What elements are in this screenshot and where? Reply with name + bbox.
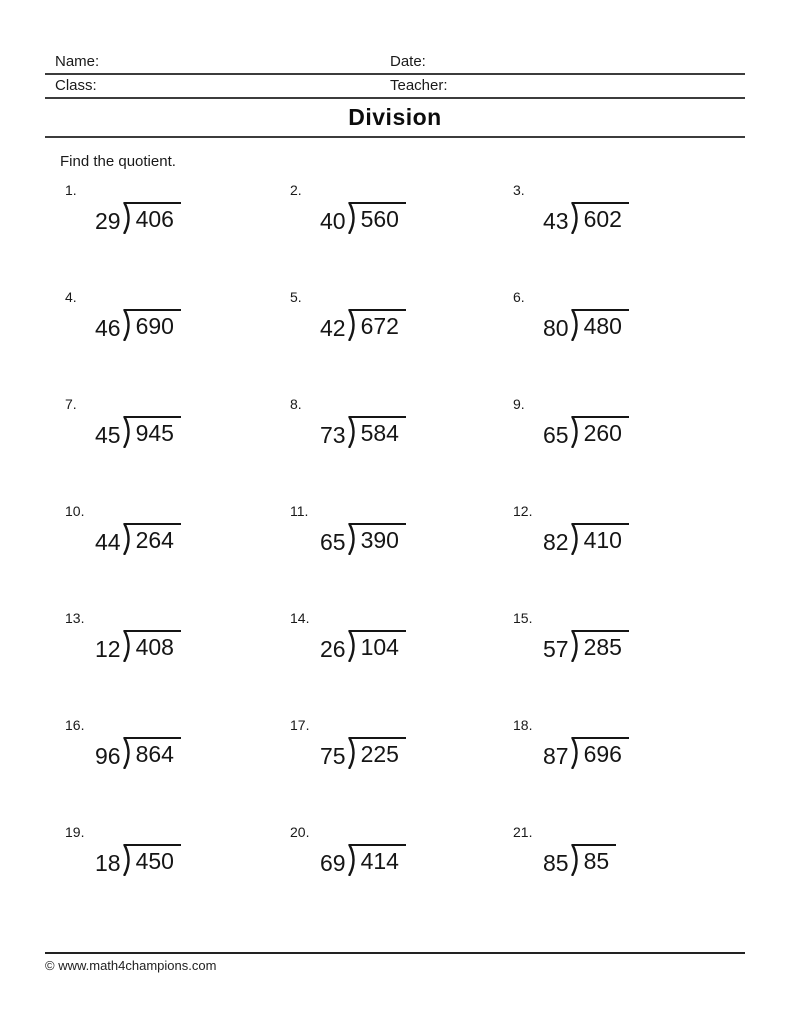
long-division-problem <box>543 416 629 448</box>
dividend: 480 <box>572 309 629 341</box>
divisor: 96 <box>95 743 121 769</box>
dividend: 945 <box>124 416 181 448</box>
divisor: 85 <box>543 850 569 876</box>
problem-number: 15. <box>513 610 533 626</box>
problems-grid <box>45 176 745 925</box>
long-division-problem <box>543 309 629 341</box>
problem-cell <box>45 283 270 390</box>
divisor: 12 <box>95 636 121 662</box>
dividend: 584 <box>349 416 406 448</box>
divisor: 65 <box>543 422 569 448</box>
problem-cell <box>270 711 493 818</box>
long-division-problem <box>320 630 406 662</box>
division-bracket-icon <box>122 844 133 876</box>
problem-cell <box>270 390 493 497</box>
long-division-problem <box>95 416 181 448</box>
long-division-problem <box>95 523 181 555</box>
division-bracket-icon <box>122 630 133 662</box>
dividend: 406 <box>124 202 181 234</box>
problem-cell <box>493 497 745 604</box>
dividend: 260 <box>572 416 629 448</box>
problem-cell <box>45 176 270 283</box>
problem-cell <box>270 176 493 283</box>
division-bracket-icon <box>122 309 133 341</box>
division-bracket-icon <box>570 844 581 876</box>
division-bracket-icon <box>122 737 133 769</box>
title-divider <box>45 136 745 138</box>
division-bracket-icon <box>570 202 581 234</box>
long-division-problem <box>543 844 616 876</box>
page-title: Division <box>348 104 442 130</box>
long-division-problem <box>95 737 181 769</box>
division-bracket-icon <box>570 416 581 448</box>
problem-number: 2. <box>290 182 302 198</box>
problem-number: 1. <box>65 182 77 198</box>
problem-number: 4. <box>65 289 77 305</box>
problem-number: 10. <box>65 503 85 519</box>
footer-divider <box>45 952 745 954</box>
instruction-text: Find the quotient. <box>60 153 176 170</box>
problem-cell <box>270 818 493 925</box>
long-division-problem <box>95 630 181 662</box>
problem-cell <box>493 390 745 497</box>
long-division-problem <box>320 309 406 341</box>
dividend: 410 <box>572 523 629 555</box>
division-bracket-icon <box>570 523 581 555</box>
dividend: 390 <box>349 523 406 555</box>
dividend: 450 <box>124 844 181 876</box>
problem-number: 21. <box>513 824 533 840</box>
problem-number: 8. <box>290 396 302 412</box>
division-bracket-icon <box>347 737 358 769</box>
division-bracket-icon <box>347 202 358 234</box>
problem-number: 18. <box>513 717 533 733</box>
problem-cell <box>270 497 493 604</box>
divisor: 75 <box>320 743 346 769</box>
long-division-problem <box>543 737 629 769</box>
problem-number: 13. <box>65 610 85 626</box>
teacher-label: Teacher: <box>390 77 448 94</box>
long-division-problem <box>320 737 406 769</box>
problem-number: 16. <box>65 717 85 733</box>
long-division-problem <box>320 202 406 234</box>
problem-cell <box>270 283 493 390</box>
division-bracket-icon <box>347 416 358 448</box>
long-division-problem <box>95 844 181 876</box>
division-bracket-icon <box>570 309 581 341</box>
divisor: 44 <box>95 529 121 555</box>
dividend: 414 <box>349 844 406 876</box>
problem-number: 7. <box>65 396 77 412</box>
problem-number: 11. <box>290 503 309 519</box>
problem-number: 3. <box>513 182 525 198</box>
problem-number: 6. <box>513 289 525 305</box>
problem-number: 19. <box>65 824 85 840</box>
divisor: 18 <box>95 850 121 876</box>
problem-number: 17. <box>290 717 310 733</box>
divisor: 73 <box>320 422 346 448</box>
name-label: Name: <box>55 53 100 70</box>
dividend: 602 <box>572 202 629 234</box>
division-bracket-icon <box>570 630 581 662</box>
problem-number: 9. <box>513 396 525 412</box>
long-division-problem <box>320 416 406 448</box>
problem-cell <box>45 711 270 818</box>
dividend: 285 <box>572 630 629 662</box>
long-division-problem <box>543 523 629 555</box>
divisor: 65 <box>320 529 346 555</box>
long-division-problem <box>543 202 629 234</box>
long-division-problem <box>320 523 406 555</box>
dividend: 672 <box>349 309 406 341</box>
dividend: 264 <box>124 523 181 555</box>
division-bracket-icon <box>570 737 581 769</box>
copyright-text: © www.math4champions.com <box>45 958 217 973</box>
division-bracket-icon <box>347 523 358 555</box>
dividend: 690 <box>124 309 181 341</box>
long-division-problem <box>543 630 629 662</box>
divisor: 46 <box>95 315 121 341</box>
division-bracket-icon <box>347 844 358 876</box>
long-division-problem <box>95 309 181 341</box>
division-bracket-icon <box>122 202 133 234</box>
dividend: 560 <box>349 202 406 234</box>
problem-cell <box>45 497 270 604</box>
problem-cell <box>45 390 270 497</box>
problem-cell <box>270 604 493 711</box>
problem-number: 12. <box>513 503 533 519</box>
problem-cell <box>493 283 745 390</box>
dividend: 225 <box>349 737 406 769</box>
problem-cell <box>45 818 270 925</box>
problem-number: 5. <box>290 289 302 305</box>
division-bracket-icon <box>122 416 133 448</box>
divisor: 80 <box>543 315 569 341</box>
divisor: 29 <box>95 208 121 234</box>
divisor: 43 <box>543 208 569 234</box>
division-bracket-icon <box>347 630 358 662</box>
divisor: 40 <box>320 208 346 234</box>
problem-cell <box>493 604 745 711</box>
problem-cell <box>493 711 745 818</box>
divisor: 82 <box>543 529 569 555</box>
division-bracket-icon <box>122 523 133 555</box>
dividend: 408 <box>124 630 181 662</box>
divisor: 26 <box>320 636 346 662</box>
divisor: 42 <box>320 315 346 341</box>
dividend: 864 <box>124 737 181 769</box>
divisor: 87 <box>543 743 569 769</box>
problem-number: 20. <box>290 824 310 840</box>
long-division-problem <box>320 844 406 876</box>
dividend: 85 <box>572 844 617 876</box>
dividend: 104 <box>349 630 406 662</box>
division-bracket-icon <box>347 309 358 341</box>
class-teacher-row <box>45 77 745 99</box>
date-label: Date: <box>390 53 426 70</box>
class-label: Class: <box>55 77 97 94</box>
problem-number: 14. <box>290 610 310 626</box>
divisor: 69 <box>320 850 346 876</box>
long-division-problem <box>95 202 181 234</box>
problem-cell <box>493 818 745 925</box>
divisor: 45 <box>95 422 121 448</box>
problem-cell <box>45 604 270 711</box>
dividend: 696 <box>572 737 629 769</box>
problem-cell <box>493 176 745 283</box>
divisor: 57 <box>543 636 569 662</box>
name-date-row <box>45 52 745 75</box>
